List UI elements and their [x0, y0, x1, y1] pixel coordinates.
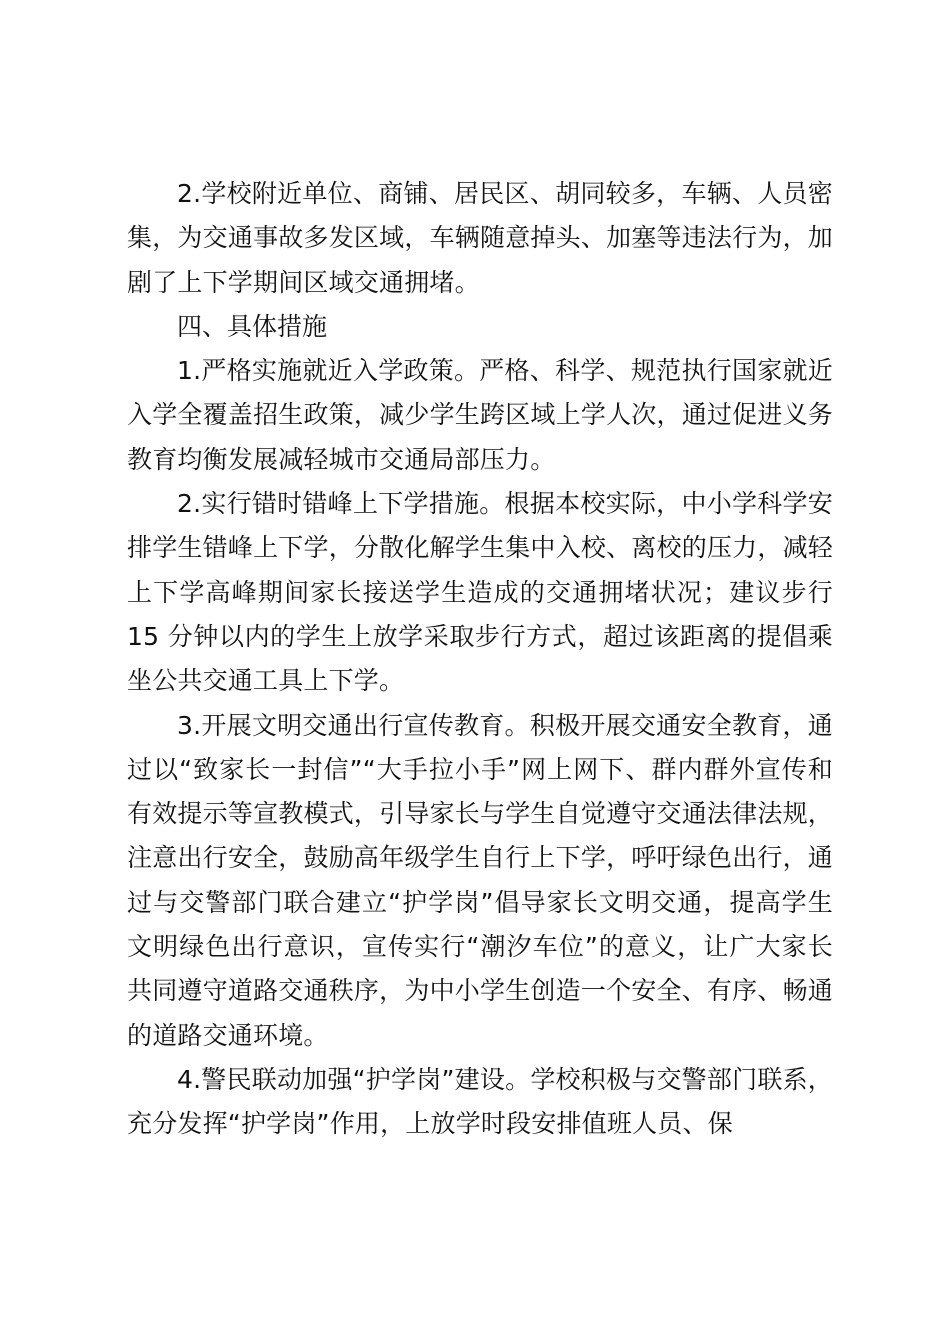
paragraph-measure-3: 3.开展文明交通出行宣传教育。积极开展交通安全教育，通过以“致家长一封信”“大手拉小手”网上网下、群内群外宣传和有效提示等宣教模式，引导家长与学生自觉遵守交通法律法规，注意出行安全，鼓励高年级学生自行上下学，呼吁绿色出行，通过与交警部门联合建立“护学岗”倡导家长文明交通，提高学生文明绿色出行意识，宣传实行“潮汐车位”的意义，让广大家长共同遵守道路交通秩序，为中小学生创造一个安全、有序、畅通的道路交通环境。 — [127, 710, 833, 1050]
paragraph-measure-1: 1.严格实施就近入学政策。严格、科学、规范执行国家就近入学全覆盖招生政策，减少学生跨区域上学人次，通过促进义务教育均衡发展减轻城市交通局部压力。 — [127, 356, 833, 474]
paragraph-measure-2: 2.实行错时错峰上下学措施。根据本校实际，中小学科学安排学生错峰上下学，分散化解学生集中入校、离校的压力，减轻上下学高峰期间家长接送学生造成的交通拥堵状况；建议步行 15 分钟以内的学生上放学采取步行方式，超过该距离的提倡乘坐公共交通工具上下学。 — [127, 489, 833, 696]
document-body — [127, 172, 833, 1147]
paragraph-measure-4: 4.警民联动加强“护学岗”建设。学校积极与交警部门联系，充分发挥“护学岗”作用，上放学时段安排值班人员、保 — [127, 1064, 833, 1139]
paragraph-congestion-cause: 2.学校附近单位、商铺、居民区、胡同较多，车辆、人员密集，为交通事故多发区域，车辆随意掉头、加塞等违法行为，加剧了上下学期间区域交通拥堵。 — [127, 179, 833, 297]
section-heading-measures: 四、具体措施 — [177, 311, 328, 341]
